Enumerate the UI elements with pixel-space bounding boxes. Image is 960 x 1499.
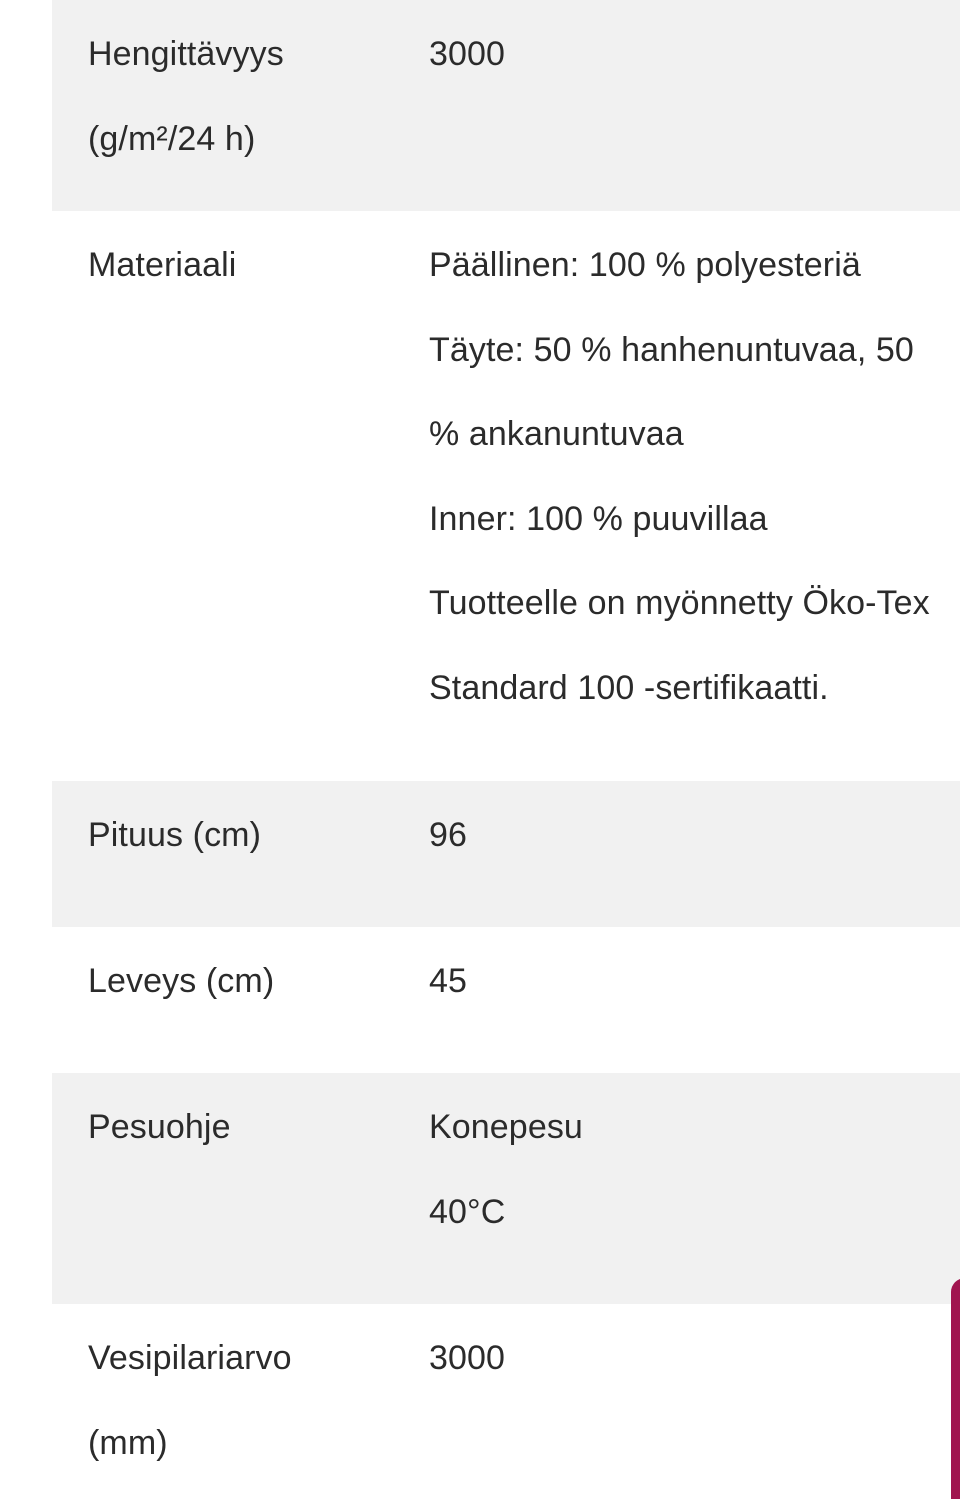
spec-value: 45: [429, 962, 468, 1000]
spec-value: 3000: [429, 1339, 506, 1377]
spec-value: 3000: [429, 35, 506, 73]
spec-row-width: [52, 927, 960, 1073]
spec-label: Leveys (cm): [88, 962, 275, 1000]
floating-side-tab[interactable]: [951, 1278, 960, 1499]
spec-label: Pesuohje: [88, 1108, 231, 1146]
spec-label: Materiaali: [88, 246, 237, 284]
spec-label: Pituus (cm): [88, 816, 262, 854]
spec-row-washing: [52, 1073, 960, 1304]
spec-row-water-column: [52, 1304, 960, 1499]
spec-row-breathability: [52, 0, 960, 211]
spec-label: Vesipilariarvo (mm): [88, 1339, 292, 1462]
spec-row-length: [52, 781, 960, 927]
product-specs-table: [52, 0, 960, 1499]
spec-row-material: [52, 211, 960, 781]
spec-label: Hengittävyys (g/m²/24 h): [88, 35, 284, 158]
spec-value: Päällinen: 100 % polyesteriä Täyte: 50 % hanhenuntuvaa, 50 % ankanuntuvaa Inner: 100 % puuvillaa Tuotteelle on myönnetty Öko-Tex Standard 100 -sertifikaatti.: [429, 246, 930, 707]
spec-value: 96: [429, 816, 468, 854]
spec-value: Konepesu 40°C: [429, 1108, 583, 1231]
